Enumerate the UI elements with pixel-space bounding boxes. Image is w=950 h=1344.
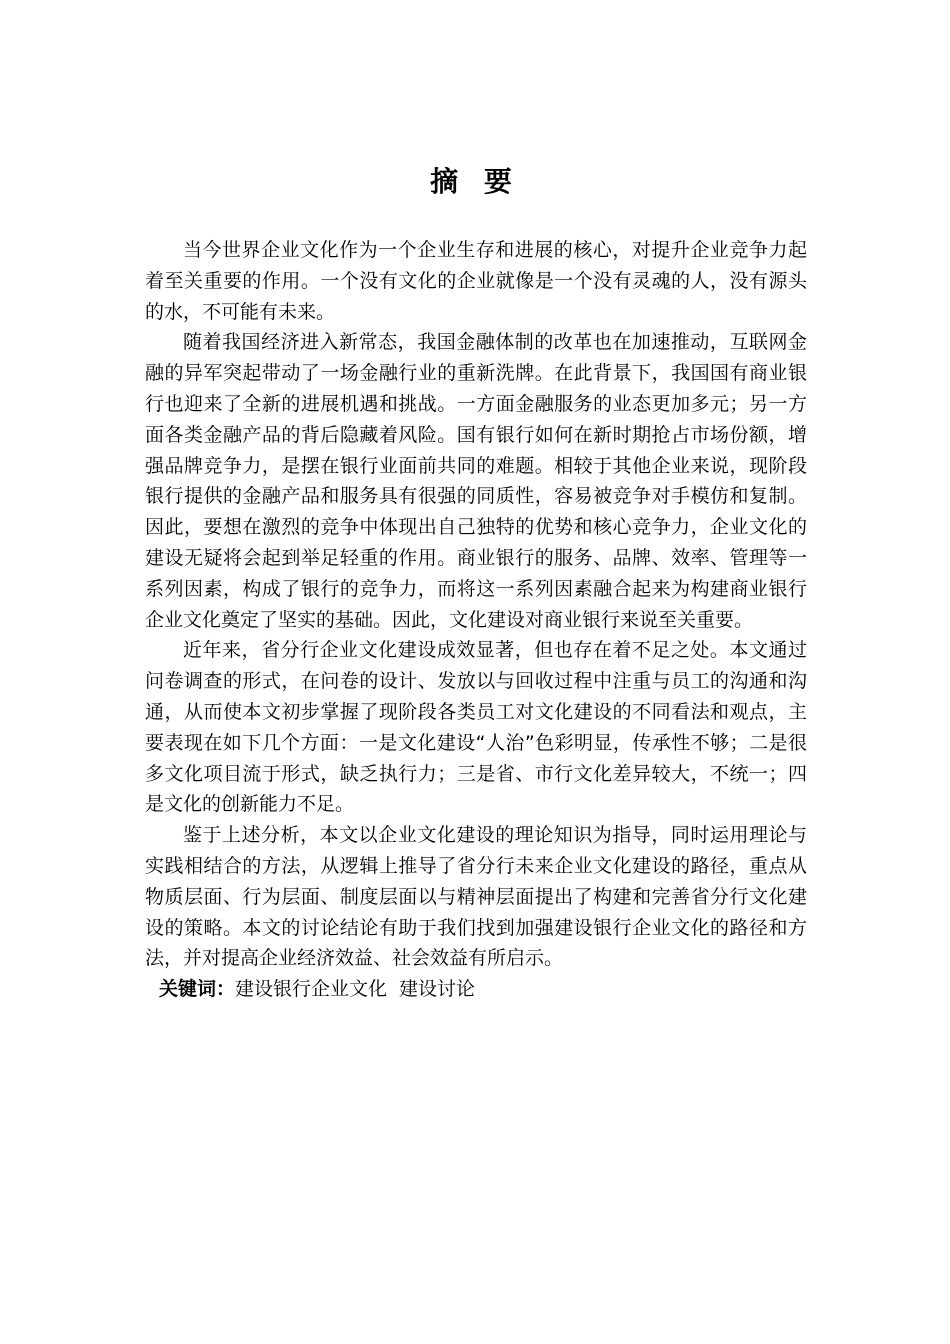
abstract-paragraph-3: 近年来，省分行企业文化建设成效显著，但也存在着不足之处。本文通过问卷调查的形式，在问卷的设计、发放以与回收过程中注重与员工的沟通和沟通，从而使本文初步掌握了现阶段各类员工对文化建设的不同看法和观点，主要表现在如下几个方面：一是文化建设“人治”色彩明显，传承性不够；二是很多文化项目流于形式，缺乏执行力；三是省、市行文化差异较大，不统一；四是文化的创新能力不足。 xyxy=(145,639,807,816)
abstract-title: 摘 要 xyxy=(430,165,520,198)
keywords-label: 关键词： xyxy=(159,978,236,1001)
abstract-body xyxy=(145,235,807,1005)
abstract-paragraph-1: 当今世界企业文化作为一个企业生存和进展的核心，对提升企业竞争力起着至关重要的作用。一个没有文化的企业就像是一个没有灵魂的人，没有源头的水，不可能有未来。 xyxy=(145,239,807,323)
keywords-line xyxy=(145,974,807,1005)
keyword-1: 建设银行企业文化 xyxy=(235,978,388,1001)
abstract-paragraph-2: 随着我国经济进入新常态，我国金融体制的改革也在加速推动，互联网金融的异军突起带动了一场金融行业的重新洗牌。在此背景下，我国国有商业银行也迎来了全新的进展机遇和挑战。一方面金融服务的业态更加多元；另一方面各类金融产品的背后隐藏着风险。国有银行如何在新时期抢占市场份额，增强品牌竞争力，是摆在银行业面前共同的难题。相较于其他企业来说，现阶段银行提供的金融产品和服务具有很强的同质性，容易被竞争对手模仿和复制。因此，要想在激烈的竞争中体现出自己独特的优势和核心竞争力，企业文化的建设无疑将会起到举足轻重的作用。商业银行的服务、品牌、效率、管理等一系列因素，构成了银行的竞争力，而将这一系列因素融合起来为构建商业银行企业文化奠定了坚实的基础。因此，文化建设对商业银行来说至关重要。 xyxy=(145,331,807,631)
abstract-paragraph-4: 鉴于上述分析，本文以企业文化建设的理论知识为指导，同时运用理论与实践相结合的方法，从逻辑上推导了省分行未来企业文化建设的路径，重点从物质层面、行为层面、制度层面以与精神层面提出了构建和完善省分行文化建设的策略。本文的讨论结论有助于我们找到加强建设银行企业文化的路径和方法，并对提高企业经济效益、社会效益有所启示。 xyxy=(145,824,807,970)
keyword-2: 建设讨论 xyxy=(399,978,476,1001)
